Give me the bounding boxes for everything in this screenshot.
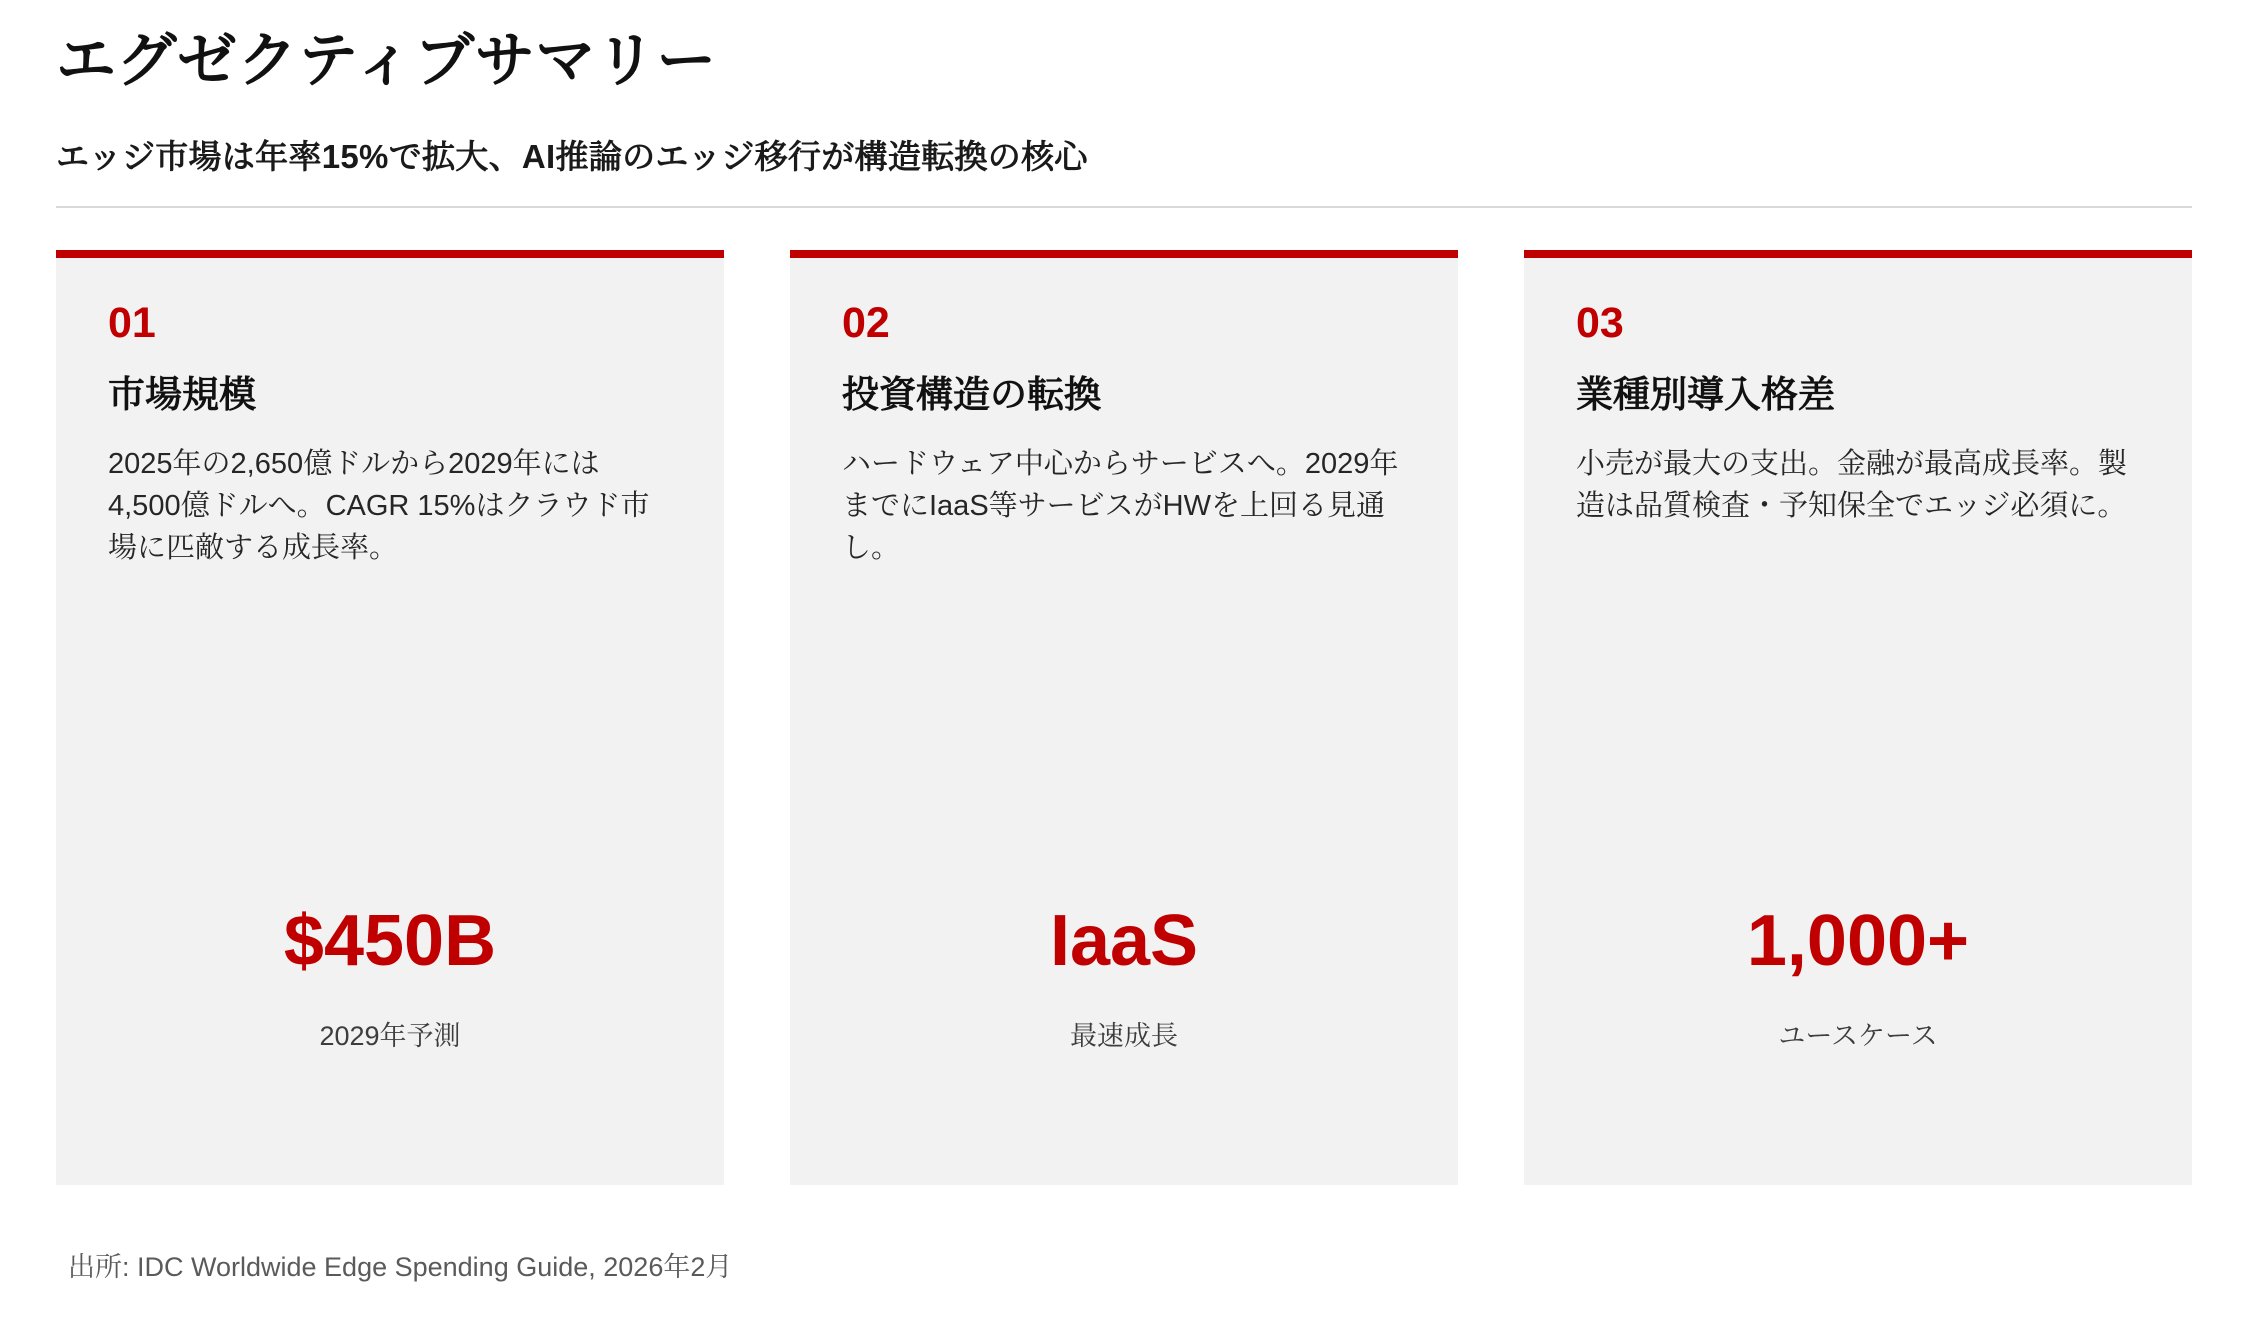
summary-card-1 [56, 250, 724, 1185]
page-title: エグゼクティブサマリー [56, 27, 717, 94]
card-body-text: 2025年の2,650億ドルから2029年には4,500億ドルへ。CAGR 15%はクラウド市場に匹敵する成長率。 [108, 448, 650, 565]
card-metric-block [56, 901, 724, 1053]
card-metric-label: 2029年予測 [319, 1021, 461, 1051]
card-heading: 投資構造の転換 [842, 374, 1101, 415]
card-body-text: ハードウェア中心からサービスへ。2029年までにIaaS等サービスがHWを上回る見通し。 [842, 448, 1399, 565]
summary-card-2 [790, 250, 1458, 1185]
card-number: 02 [842, 299, 890, 347]
card-metric-value: $450B [283, 901, 497, 982]
card-metric-label: ユースケース [1778, 1021, 1938, 1051]
source-note: 出所: IDC Worldwide Edge Spending Guide, 2026年2月 [68, 1252, 733, 1282]
card-heading: 市場規模 [108, 374, 256, 415]
header-divider [56, 206, 2192, 208]
card-metric-value: 1,000+ [1746, 901, 1970, 982]
page-subtitle: エッジ市場は年率15%で拡大、AI推論のエッジ移行が構造転換の核心 [56, 138, 1088, 175]
card-number: 01 [108, 299, 156, 347]
summary-card-3 [1524, 250, 2192, 1185]
card-metric-block [790, 901, 1458, 1053]
card-number: 03 [1576, 299, 1624, 347]
card-metric-value: IaaS [1049, 901, 1199, 982]
card-heading: 業種別導入格差 [1576, 374, 1835, 415]
card-metric-label: 最速成長 [1070, 1021, 1178, 1051]
summary-card-list [56, 250, 2192, 1185]
card-body-text: 小売が最大の支出。金融が最高成長率。製造は品質検査・予知保全でエッジ必須に。 [1576, 448, 2128, 523]
card-metric-block [1524, 901, 2192, 1053]
